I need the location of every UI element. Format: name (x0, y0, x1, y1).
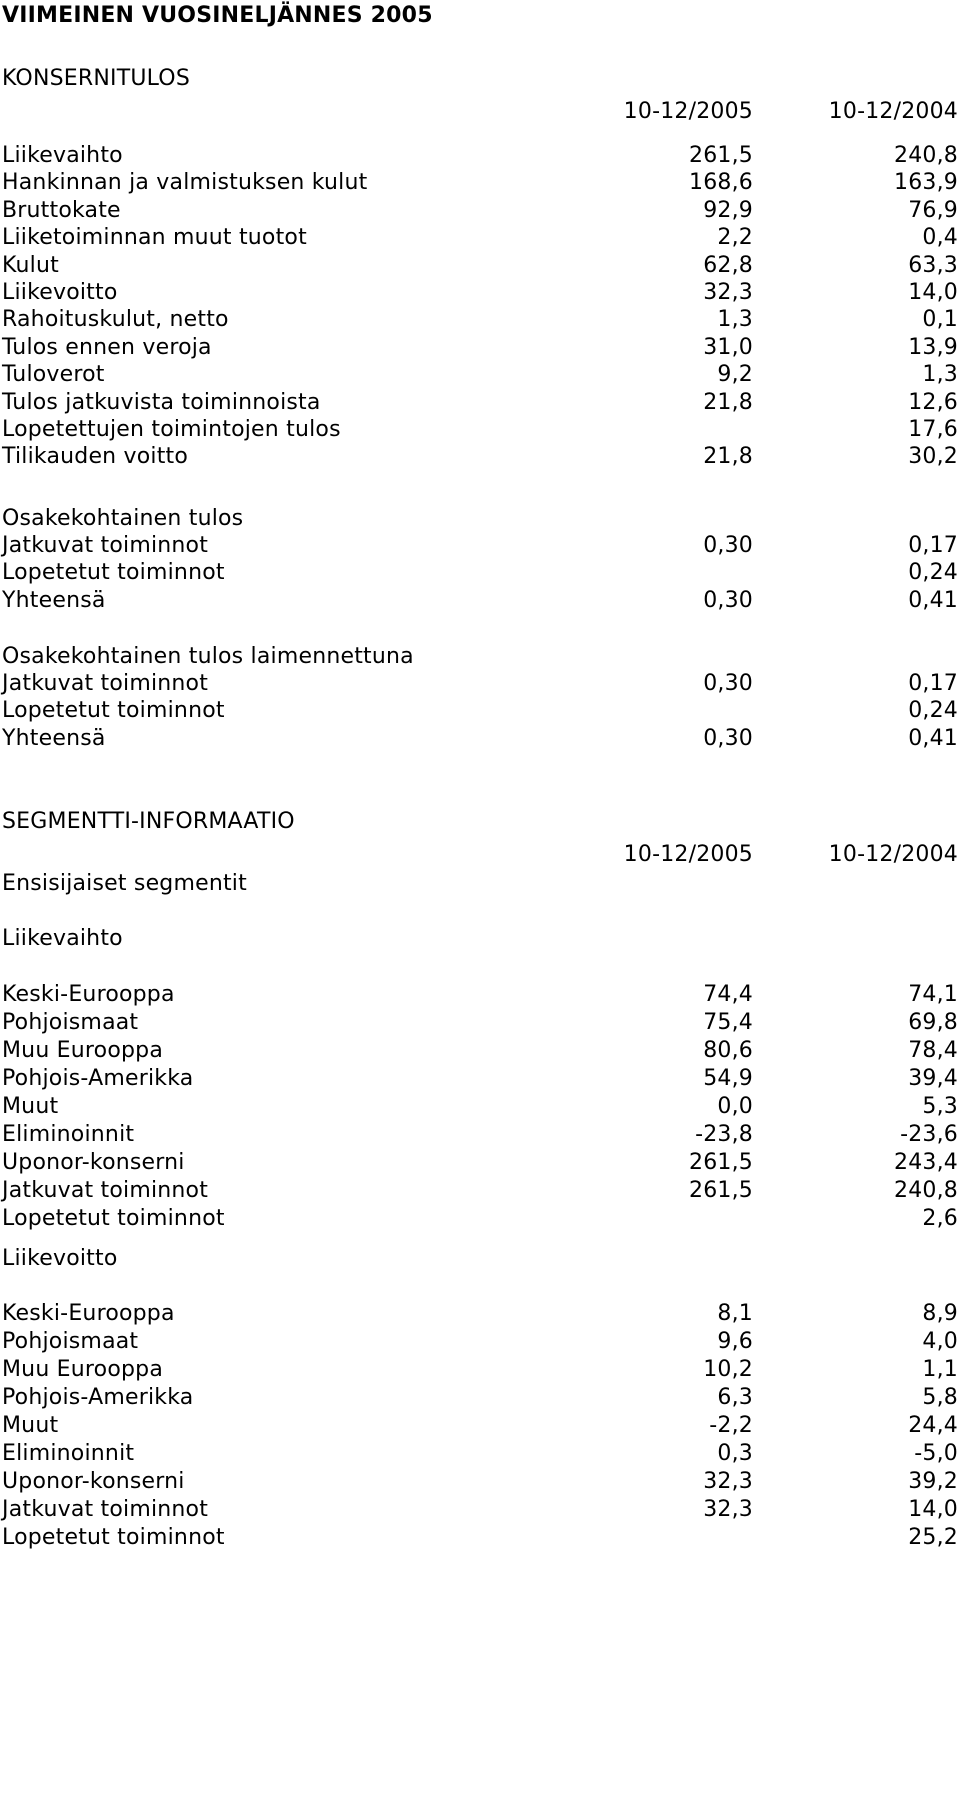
row-label: Pohjois-Amerikka (2, 1066, 194, 1091)
value-2005: 32,3 (703, 1497, 753, 1522)
value-2004: 17,6 (908, 417, 958, 442)
row-label: Liikevoitto (2, 280, 118, 305)
row-label: Jatkuvat toiminnot (2, 533, 209, 558)
value-2004: 14,0 (908, 280, 958, 305)
row-label: Tulos ennen veroja (2, 334, 212, 360)
konserni-column-2005: 10-12/2005 (623, 99, 753, 124)
segment-revenue-heading: Liikevaihto (2, 926, 123, 951)
value-2004: 240,8 (894, 143, 958, 168)
value-2004: -23,6 (900, 1122, 958, 1147)
value-2005: 80,6 (703, 1038, 753, 1063)
row-label: Pohjoismaat (2, 1329, 139, 1354)
row-label: Lopetettujen toimintojen tulos (2, 417, 341, 442)
row-label: Tilikauden voitto (2, 444, 189, 470)
value-2004: 13,9 (908, 334, 958, 360)
value-2005: -2,2 (709, 1413, 753, 1438)
segment-column-headers (0, 839, 960, 871)
value-2005: 9,2 (717, 362, 753, 388)
value-2005: 10,2 (703, 1357, 753, 1382)
value-2004: 30,2 (908, 444, 958, 470)
value-2004: 0,17 (908, 671, 958, 696)
eps-diluted-heading: Osakekohtainen tulos laimennettuna (2, 644, 414, 669)
segment-column-2005: 10-12/2005 (623, 842, 753, 867)
row-label: Eliminoinnit (2, 1122, 135, 1147)
table-row (0, 723, 960, 755)
value-2005: 261,5 (689, 143, 753, 168)
row-label: Lopetetut toiminnot (2, 1206, 225, 1231)
eps-heading: Osakekohtainen tulos (2, 506, 244, 531)
value-2004: 69,8 (908, 1010, 958, 1035)
value-2005: 0,3 (717, 1441, 753, 1466)
row-label: Lopetetut toiminnot (2, 698, 225, 724)
value-2005: 92,9 (703, 197, 753, 223)
value-2005: 261,5 (689, 1150, 753, 1175)
value-2004: 2,6 (922, 1206, 958, 1231)
row-label: Jatkuvat toiminnot (2, 1178, 209, 1203)
value-2004: 0,17 (908, 533, 958, 558)
value-2004: 5,8 (922, 1385, 958, 1410)
konserni-column-headers (0, 96, 960, 128)
segment-heading-line (0, 806, 960, 838)
value-2005: 6,3 (717, 1385, 753, 1410)
value-2005: 74,4 (703, 982, 753, 1007)
segment-subheading: Ensisijaiset segmentit (2, 871, 247, 896)
row-label: Liikevaihto (2, 143, 123, 168)
row-label: Yhteensä (2, 587, 106, 613)
segment-ebit-heading-line (0, 1243, 960, 1275)
row-label: Jatkuvat toiminnot (2, 671, 209, 696)
row-label: Kulut (2, 252, 59, 278)
segment-heading: SEGMENTTI-INFORMAATIO (2, 809, 295, 834)
value-2004: 243,4 (894, 1150, 958, 1175)
value-2005: 8,1 (717, 1301, 753, 1326)
row-label: Muut (2, 1094, 59, 1119)
value-2004: 74,1 (908, 982, 958, 1007)
value-2005: 32,3 (703, 280, 753, 305)
row-label: Keski-Eurooppa (2, 1301, 175, 1326)
value-2004: 0,41 (908, 587, 958, 613)
value-2004: 4,0 (922, 1329, 958, 1354)
value-2005: 21,8 (703, 444, 753, 470)
row-label: Hankinnan ja valmistuksen kulut (2, 170, 368, 196)
value-2004: -5,0 (914, 1441, 958, 1466)
table-row (0, 441, 960, 473)
value-2005: 168,6 (689, 170, 753, 196)
value-2005: 2,2 (717, 225, 753, 251)
value-2004: 5,3 (922, 1094, 958, 1119)
value-2004: 8,9 (922, 1301, 958, 1326)
value-2004: 1,1 (922, 1357, 958, 1382)
row-label: Muut (2, 1413, 59, 1438)
value-2005: 62,8 (703, 252, 753, 278)
value-2005: 0,30 (703, 587, 753, 613)
value-2005: 31,0 (703, 334, 753, 360)
row-label: Jatkuvat toiminnot (2, 1497, 209, 1522)
row-label: Muu Eurooppa (2, 1357, 163, 1382)
value-2004: 0,24 (908, 698, 958, 724)
value-2005: 75,4 (703, 1010, 753, 1035)
value-2005: 32,3 (703, 1469, 753, 1494)
value-2004: 0,4 (922, 225, 958, 251)
value-2005: 1,3 (717, 307, 753, 333)
row-label: Uponor-konserni (2, 1150, 185, 1175)
value-2004: 0,24 (908, 560, 958, 586)
row-label: Tulos jatkuvista toiminnoista (2, 389, 321, 415)
row-label: Eliminoinnit (2, 1441, 135, 1466)
document-title-line (0, 0, 960, 32)
value-2005: 0,30 (703, 725, 753, 751)
row-label: Pohjoismaat (2, 1010, 139, 1035)
value-2004: 163,9 (894, 170, 958, 196)
value-2005: 0,30 (703, 671, 753, 696)
row-label: Tuloverot (2, 362, 105, 388)
row-label: Rahoituskulut, netto (2, 307, 229, 333)
segment-subheading-line (0, 868, 960, 900)
row-label: Bruttokate (2, 197, 121, 223)
row-label: Lopetetut toiminnot (2, 1525, 225, 1550)
konserni-column-2004: 10-12/2004 (828, 99, 958, 124)
row-label: Uponor-konserni (2, 1469, 185, 1494)
row-label: Liiketoiminnan muut tuotot (2, 225, 307, 251)
value-2004: 0,1 (922, 307, 958, 333)
value-2004: 63,3 (908, 252, 958, 278)
row-label: Lopetetut toiminnot (2, 560, 225, 586)
value-2005: -23,8 (695, 1122, 753, 1147)
value-2004: 0,41 (908, 725, 958, 751)
value-2005: 0,30 (703, 533, 753, 558)
row-label: Keski-Eurooppa (2, 982, 175, 1007)
value-2004: 1,3 (922, 362, 958, 388)
konserni-heading-line (0, 63, 960, 95)
value-2004: 12,6 (908, 389, 958, 415)
value-2005: 0,0 (717, 1094, 753, 1119)
value-2004: 240,8 (894, 1178, 958, 1203)
value-2005: 54,9 (703, 1066, 753, 1091)
value-2004: 78,4 (908, 1038, 958, 1063)
value-2004: 14,0 (908, 1497, 958, 1522)
value-2004: 24,4 (908, 1413, 958, 1438)
value-2004: 76,9 (908, 197, 958, 223)
row-label: Muu Eurooppa (2, 1038, 163, 1063)
table-row (0, 1203, 960, 1235)
document-title: VIIMEINEN VUOSINELJÄNNES 2005 (2, 3, 433, 28)
value-2005: 261,5 (689, 1178, 753, 1203)
value-2005: 21,8 (703, 389, 753, 415)
table-row (0, 1522, 960, 1554)
segment-ebit-heading: Liikevoitto (2, 1246, 118, 1271)
value-2004: 39,2 (908, 1469, 958, 1494)
value-2004: 25,2 (908, 1525, 958, 1550)
row-label: Pohjois-Amerikka (2, 1385, 194, 1410)
table-row (0, 585, 960, 617)
segment-revenue-heading-line (0, 923, 960, 955)
value-2005: 9,6 (717, 1329, 753, 1354)
segment-column-2004: 10-12/2004 (828, 842, 958, 867)
value-2004: 39,4 (908, 1066, 958, 1091)
row-label: Yhteensä (2, 725, 106, 751)
konserni-heading: KONSERNITULOS (2, 66, 190, 91)
